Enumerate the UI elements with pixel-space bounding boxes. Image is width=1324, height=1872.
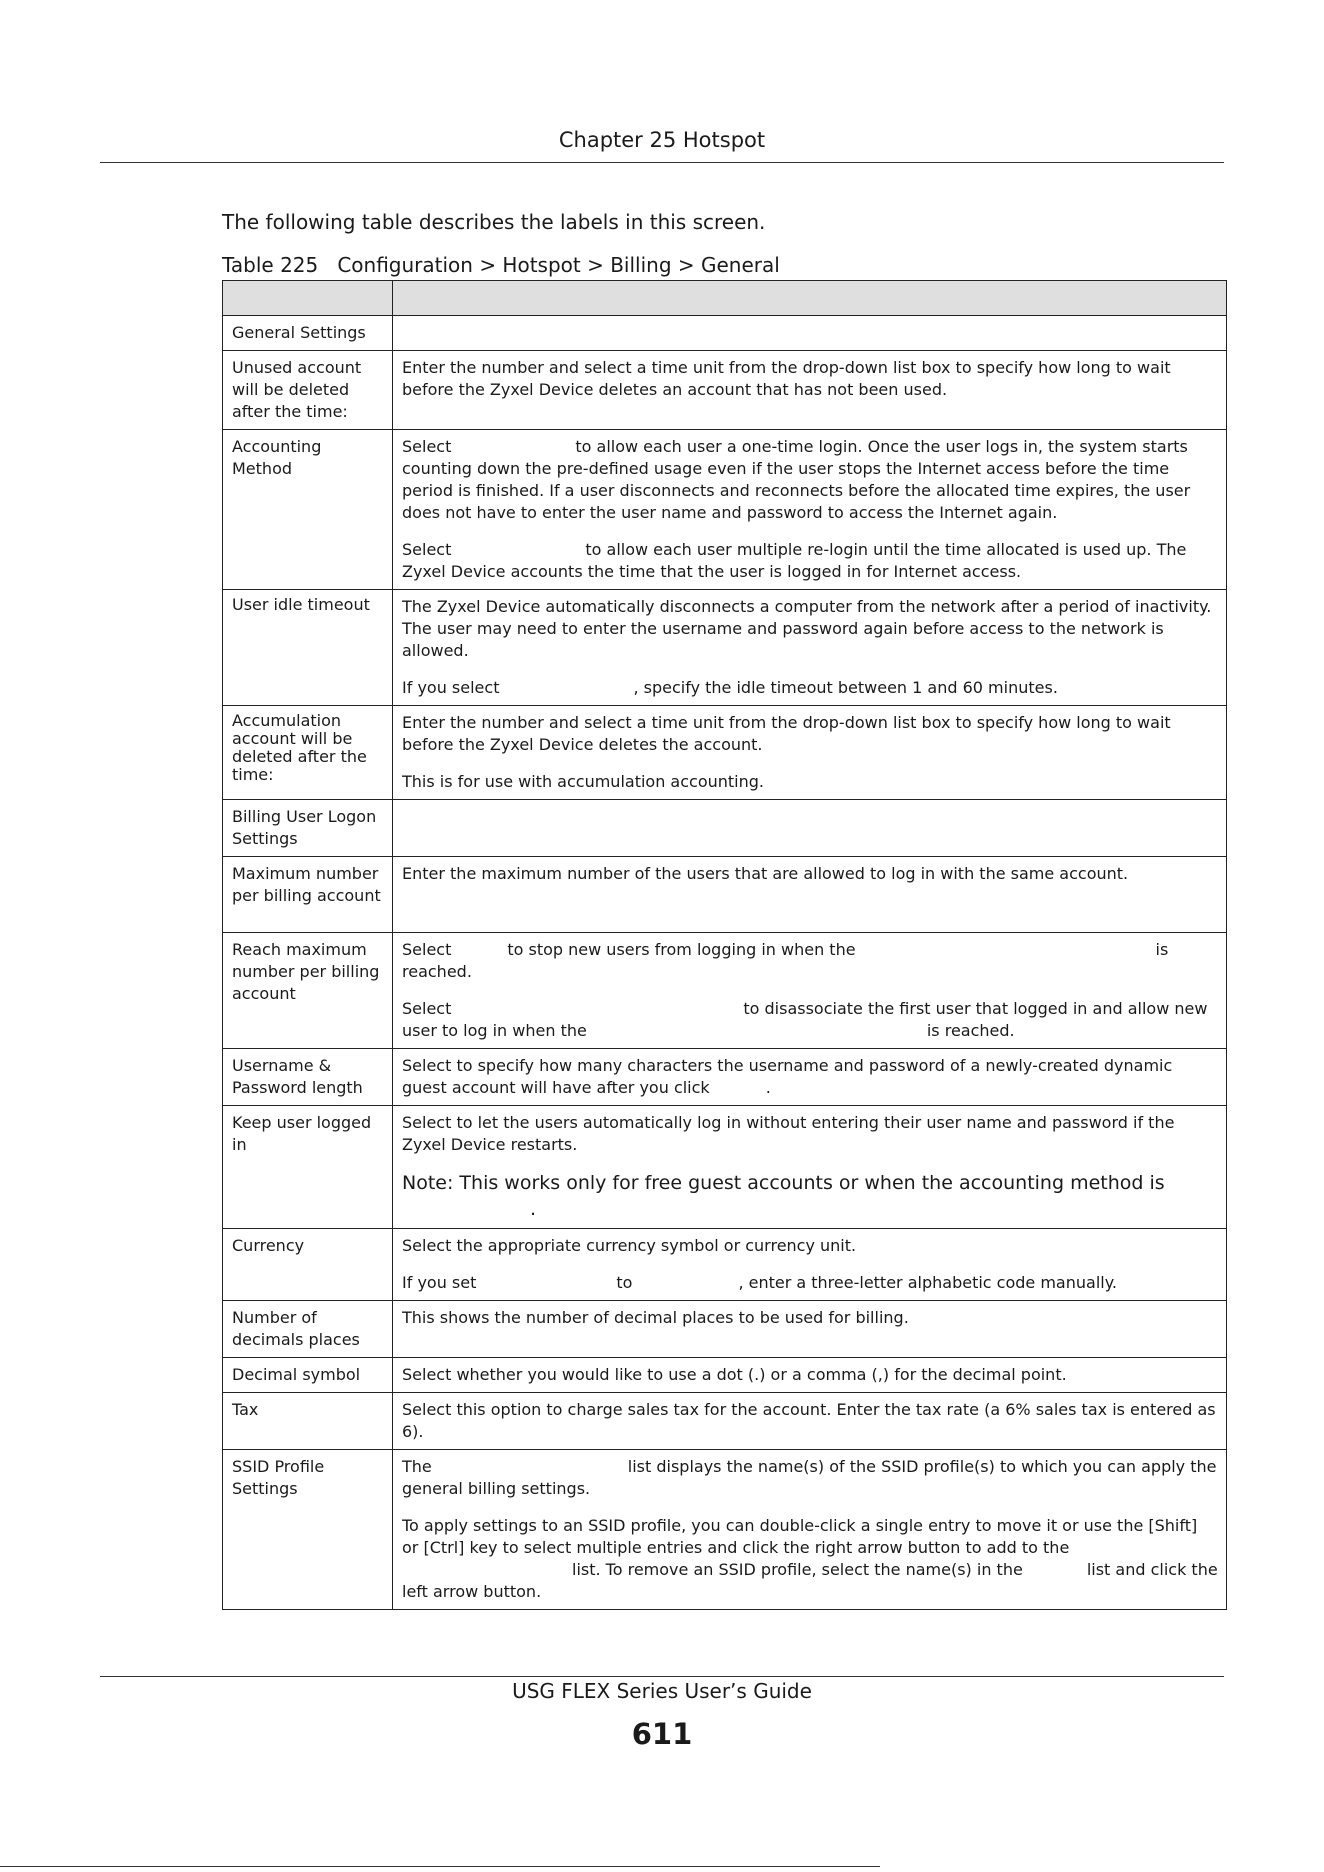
- note-end: .: [530, 1198, 537, 1220]
- table-row: [223, 316, 1227, 351]
- row-label: Billing User Logon Settings: [223, 800, 393, 857]
- note-body: Note: This works only for free guest accounts or when the accounting method is: [402, 1172, 1165, 1194]
- table-row: [223, 800, 1227, 857]
- desc-text: Select the appropriate currency symbol or currency unit.: [402, 1236, 857, 1255]
- intro-text: The following table describes the labels in this screen.: [222, 210, 766, 234]
- row-description: [393, 706, 1227, 800]
- table-row: [223, 1106, 1227, 1229]
- page-number: 611: [631, 1717, 693, 1751]
- desc-text: Enter the number and select a time unit from the drop-down list box to specify how long to wait before the Zyxel Device deletes the account.: [402, 713, 1171, 754]
- table-row: [223, 933, 1227, 1049]
- row-description: [393, 933, 1227, 1049]
- chapter-header: Chapter 25 Hotspot: [558, 128, 766, 152]
- table-row: [223, 430, 1227, 590]
- table-row: [223, 351, 1227, 430]
- desc-text: If you select: [402, 678, 500, 697]
- row-label: User idle timeout: [223, 590, 393, 706]
- label-description-table: [222, 280, 1227, 1610]
- table-row: [223, 1229, 1227, 1301]
- row-description: Select this option to charge sales tax for the account. Enter the tax rate (a 6% sales tax is entered as 6).: [393, 1393, 1227, 1450]
- table-row: [223, 706, 1227, 800]
- desc-text: Select to let the users automatically log in without entering their user name and password if the Zyxel Device restarts.: [402, 1113, 1175, 1154]
- row-description: This shows the number of decimal places to be used for billing.: [393, 1301, 1227, 1358]
- desc-text: The: [402, 1457, 432, 1476]
- table-row: [223, 1301, 1227, 1358]
- footer-divider: [100, 1676, 1224, 1677]
- row-label: Keep user logged in: [223, 1106, 393, 1229]
- row-label: Username & Password length: [223, 1049, 393, 1106]
- row-label: Currency: [223, 1229, 393, 1301]
- row-label: General Settings: [223, 316, 393, 351]
- desc-text: to allow each user a one-time login. Once the user logs in, the system starts counting down the pre-defined usage even if the user stops the Internet access before the time period is finished. If a user disconnects and reconnects before the allocated time expires, the user does not have to enter the user name and password to access the Internet again.: [402, 437, 1191, 522]
- row-description: [393, 316, 1227, 351]
- bottom-divider: [0, 1866, 880, 1867]
- table-row: [223, 1450, 1227, 1610]
- table-row: [223, 1393, 1227, 1450]
- desc-text: Select: [402, 540, 452, 559]
- row-description: [393, 1450, 1227, 1610]
- desc-text: is reached.: [926, 1021, 1015, 1040]
- row-description: [393, 1229, 1227, 1301]
- table-header-row: [223, 281, 1227, 316]
- desc-text: to allow each user multiple re-login until the time allocated is used up. The Zyxel Device accounts the time that the user is logged in for Internet access.: [402, 540, 1187, 581]
- row-label: Unused account will be deleted after the time:: [223, 351, 393, 430]
- desc-text: Select: [402, 437, 452, 456]
- row-label: Tax: [223, 1393, 393, 1450]
- desc-text: list. To remove an SSID profile, select the name(s) in the: [572, 1560, 1023, 1579]
- row-label: Accumulation account will be deleted after the time:: [223, 706, 393, 800]
- table-row: [223, 1358, 1227, 1393]
- desc-text: If you set: [402, 1273, 477, 1292]
- row-description: [393, 1049, 1227, 1106]
- desc-text: to stop new users from logging in when the: [507, 940, 856, 959]
- desc-text: list displays the name(s) of the SSID profile(s) to which you can apply the general billing settings.: [402, 1457, 1217, 1498]
- desc-text: The Zyxel Device automatically disconnects a computer from the network after a period of inactivity. The user may need to enter the username and password again before access to the network is allowed.: [402, 597, 1212, 660]
- table-row: [223, 590, 1227, 706]
- table-caption: Table 225 Configuration > Hotspot > Billing > General: [222, 253, 780, 277]
- row-label: SSID Profile Settings: [223, 1450, 393, 1610]
- desc-text: Select to specify how many characters the username and password of a newly-created dynamic guest account will have after you click: [402, 1056, 1173, 1097]
- row-description: Select whether you would like to use a dot (.) or a comma (,) for the decimal point.: [393, 1358, 1227, 1393]
- row-label: Maximum number per billing account: [223, 857, 393, 933]
- desc-text: Select: [402, 940, 452, 959]
- desc-text: to: [616, 1273, 633, 1292]
- row-label: Reach maximum number per billing account: [223, 933, 393, 1049]
- row-description: [393, 430, 1227, 590]
- desc-text: is reached.: [402, 940, 1169, 981]
- row-label: Number of decimals places: [223, 1301, 393, 1358]
- header-label-cell: [223, 281, 393, 316]
- header-description-cell: [393, 281, 1227, 316]
- row-description: Enter the maximum number of the users that are allowed to log in with the same account.: [393, 857, 1227, 933]
- desc-text: Select: [402, 999, 452, 1018]
- desc-text: to disassociate the first user that logged in and allow new user to log in when the: [402, 999, 1208, 1040]
- desc-text: , specify the idle timeout between 1 and 60 minutes.: [633, 678, 1058, 697]
- header-divider: [100, 162, 1224, 163]
- desc-text: .: [765, 1078, 771, 1097]
- desc-text: , enter a three-letter alphabetic code manually.: [738, 1273, 1117, 1292]
- row-description: [393, 1106, 1227, 1229]
- note-text: [402, 1170, 1218, 1222]
- row-description: [393, 590, 1227, 706]
- row-label: Accounting Method: [223, 430, 393, 590]
- table-row: [223, 857, 1227, 933]
- desc-text: To apply settings to an SSID profile, you can double-click a single entry to move it or use the [Shift] or [Ctrl] key to select multiple entries and click the right arrow button to add to the: [402, 1516, 1198, 1557]
- row-label: Decimal symbol: [223, 1358, 393, 1393]
- row-description: [393, 800, 1227, 857]
- guide-title: USG FLEX Series User’s Guide: [512, 1679, 812, 1703]
- desc-text: This is for use with accumulation accounting.: [402, 772, 764, 791]
- desc-text: list and click the left arrow button.: [402, 1560, 1218, 1601]
- table-row: [223, 1049, 1227, 1106]
- row-description: Enter the number and select a time unit from the drop-down list box to specify how long to wait before the Zyxel Device deletes an account that has not been used.: [393, 351, 1227, 430]
